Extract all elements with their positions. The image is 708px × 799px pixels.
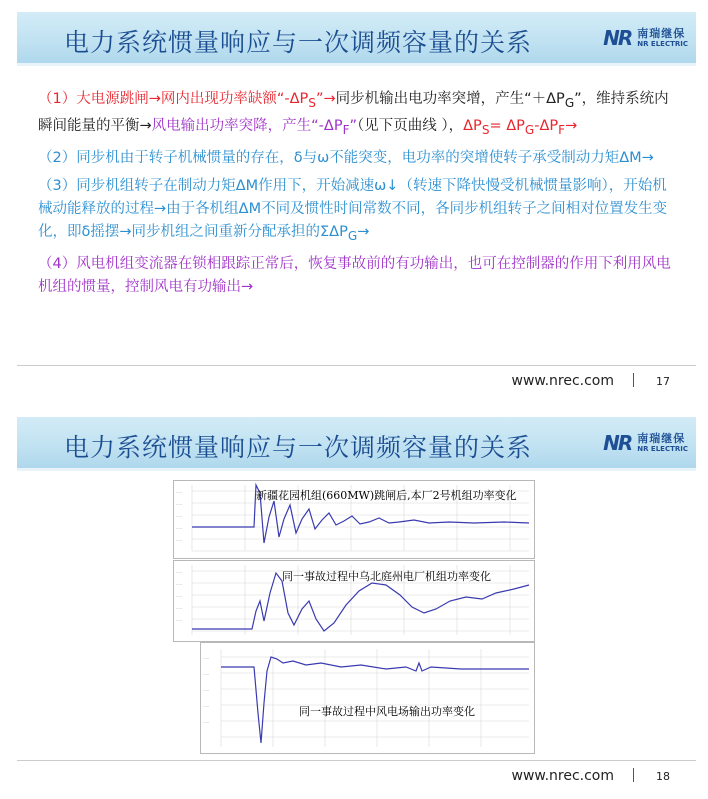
slide-18 [17,405,696,799]
subscript: S [308,95,316,110]
paragraph-2: （2）同步机由于转子机械惯量的存在，δ与ω不能突变，电功率的突增使转子承受制动力矩ΔM→ [38,149,654,166]
svg-text:.....: ..... [176,593,183,598]
svg-text:.....: ..... [203,687,210,692]
text-segment: -ΔP [534,117,559,134]
text-segment: （1）大电源跳闸→网内出现功率缺额“-ΔP [38,91,309,107]
company-logo [603,431,688,455]
page-number: 17 [656,375,670,388]
svg-text:.....: ..... [203,671,210,676]
chart-2-caption: 同一事故过程中乌北庭州电厂机组功率变化 [282,570,491,583]
svg-text:.....: ..... [176,569,183,574]
svg-text:.....: ..... [176,501,183,506]
svg-text:.....: ..... [176,513,183,518]
footer-url: www.nrec.com [511,768,614,784]
slide-title: 电力系统惯量响应与一次调频容量的关系 [64,28,533,57]
text-segment: → [357,223,370,240]
svg-text:.....: ..... [176,489,183,494]
subscript: G [524,122,535,137]
subscript: S [481,122,490,137]
footer-separator [633,768,634,782]
logo-en: NR ELECTRIC [637,445,688,453]
paragraph-1 [38,88,678,142]
subscript: F [558,122,566,137]
title-band [17,12,696,64]
text-segment: ”→ [315,91,336,107]
page-number: 18 [656,770,670,783]
footer-divider [17,365,696,366]
slide-body [38,88,678,304]
logo-cn: 南瑞继保 [637,27,686,40]
subscript: F [342,122,350,137]
text-segment: = ΔP [489,117,525,134]
svg-text:.....: ..... [203,703,210,708]
text-segment: 风电输出功率突降，产生“-ΔP [151,117,343,134]
title-band [17,417,696,469]
footer-separator [633,373,634,387]
logo-mark: NR [603,26,632,50]
subscript: G [347,228,358,243]
footer-divider [17,760,696,761]
company-logo [603,26,688,50]
slide-17 [17,0,696,389]
footer-url: www.nrec.com [511,373,614,389]
chart-3-caption: 同一事故过程中风电场输出功率变化 [299,705,475,718]
svg-text:.....: ..... [203,719,210,724]
chart-1-caption: 新疆花园机组(660MW)跳闸后,本厂2号机组功率变化 [256,489,517,502]
svg-text:.....: ..... [176,537,183,542]
paragraph-3 [38,175,678,248]
svg-text:.....: ..... [176,617,183,622]
text-segment: 同步机输出电功率突增，产生“＋ΔP [335,91,565,107]
svg-text:.....: ..... [176,605,183,610]
text-segment: （见下页曲线 ）， [357,117,464,134]
text-segment: ΔP [463,117,482,134]
svg-text:.....: ..... [176,525,183,530]
slide-title: 电力系统惯量响应与一次调频容量的关系 [64,433,533,462]
chart-panel-1 [173,480,535,559]
text-segment: → [565,117,578,134]
svg-text:.....: ..... [203,655,210,660]
text-segment: ” [349,117,358,134]
chart-3-plot [201,643,534,753]
chart-panel-3 [200,642,535,754]
paragraph-4: （4）风电机组变流器在锁相跟踪正常后，恢复事故前的有功输出，也可在控制器的作用下利用风电机组的惯量，控制风电有功输出→ [38,255,671,295]
logo-cn: 南瑞继保 [637,432,686,445]
svg-text:.....: ..... [176,581,183,586]
logo-mark: NR [603,431,632,455]
chart-panel-2 [173,560,535,642]
logo-en: NR ELECTRIC [637,40,688,48]
subscript: G [564,95,575,110]
text-segment: ”，维持系统内瞬间能量的平衡→ [38,91,669,134]
text-segment: （3）同步机组转子在制动力矩ΔM作用下，开始减速ω↓（转速下降快慢受机械惯量影响），开始机械动能释放的过程→由于各机组ΔM不同及惯性时间常数不同，各同步机组转子之间相对位置发生变化，即δ摇摆→同步机组之间重新分配承担的ΣΔP [38,177,668,240]
